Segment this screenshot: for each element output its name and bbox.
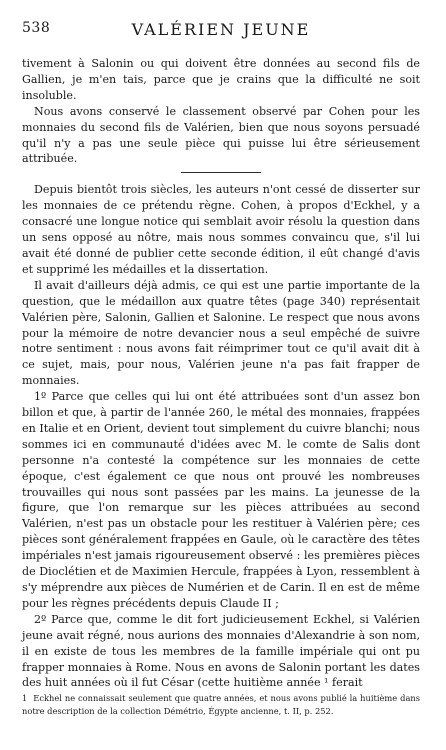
footnote-mark: 1 xyxy=(22,693,28,703)
paragraph-continued: tivement à Salonin ou qui doivent être données au second fils de Gallien, je m'en tais, parce que je crains que la difficulté ne soit insoluble. xyxy=(22,57,420,102)
section-divider xyxy=(181,172,261,173)
running-title: VALÉRIEN JEUNE xyxy=(131,20,311,39)
footnote xyxy=(22,692,420,717)
footnote-text: Eckhel ne connaissait seulement que quatre années, et nous avons publié la huitième dans notre description de la collection Démétrio, Égypte ancienne, t. II, p. 252. xyxy=(22,693,420,716)
paragraph: Il avait d'ailleurs déjà admis, ce qui est une partie importante de la question, que le médaillon aux quatre têtes (page 340) représentait Valérien père, Salonin, Gallien et Salonine. Le respect que nous avons pour la mémoire de notre devancier nous a seul empêché de suivre notre sentiment : nous avons fait réimprimer tout ce qu'il avait dit à ce sujet, mais, pour nous, Valérien jeune n'a pas fait frapper de monnaies. xyxy=(22,278,420,388)
paragraph-point-2: 2º Parce que, comme le dit fort judicieusement Eckhel, si Valérien jeune avait régné, nous aurions des monnaies d'Alexandrie à son nom, il en existe de tous les membres de la famille impériale qui ont pu frapper monnaies à Rome. Nous en avons de Salonin portant les dates des huit années où il fut César (cette huitième année ¹ ferait xyxy=(22,612,420,690)
page-number: 538 xyxy=(22,20,51,36)
main-text xyxy=(22,56,420,691)
page-header xyxy=(22,20,420,42)
paragraph-point-1: 1º Parce que celles qui lui ont été attribuées sont d'un assez bon billon et que, à partir de l'année 260, le métal des monnaies, frappées en Italie et en Orient, devient tout simplement du cuivre blanchi; nous sommes ici en communauté d'idées avec M. le comte de Salis dont personne n'a contesté la compétence sur les monnaies de cette époque, c'est également ce que nous ont prouvé les nombreuses trouvailles qui nous sont passées par les mains. La jeunesse de la figure, que l'on remarque sur les pièces attribuées au second Valérien, n'est pas un obstacle pour les restituer à Valérien père; ces pièces sont généralement frappées en Gaule, où le caractère des têtes impériales n'est jamais rigoureusement observé : les premières pièces de Dioclétien et de Maximien Hercule, frappées à Lyon, ressemblent à s'y méprendre aux pièces de Numérien et de Carin. Il en est de même pour les règnes précédents depuis Claude II ; xyxy=(22,390,420,610)
paragraph: Depuis bientôt trois siècles, les auteurs n'ont cessé de disserter sur les monnaies de ce prétendu règne. Cohen, à propos d'Eckhel, y a consacré une longue notice qui semblait avoir résolu la question dans un sens opposé au nôtre, mais nous sommes convaincu que, s'il lui avait été donné de publier cette seconde édition, il eût changé d'avis et supprimé les médailles et la dissertation. xyxy=(22,183,420,276)
paragraph-classification-note: Nous avons conservé le classement observé par Cohen pour les monnaies du second fils de Valérien, bien que nous soyons persuadé qu'il n'y a pas une seule pièce qui puisse lui être sérieusement attribuée. xyxy=(22,104,420,166)
